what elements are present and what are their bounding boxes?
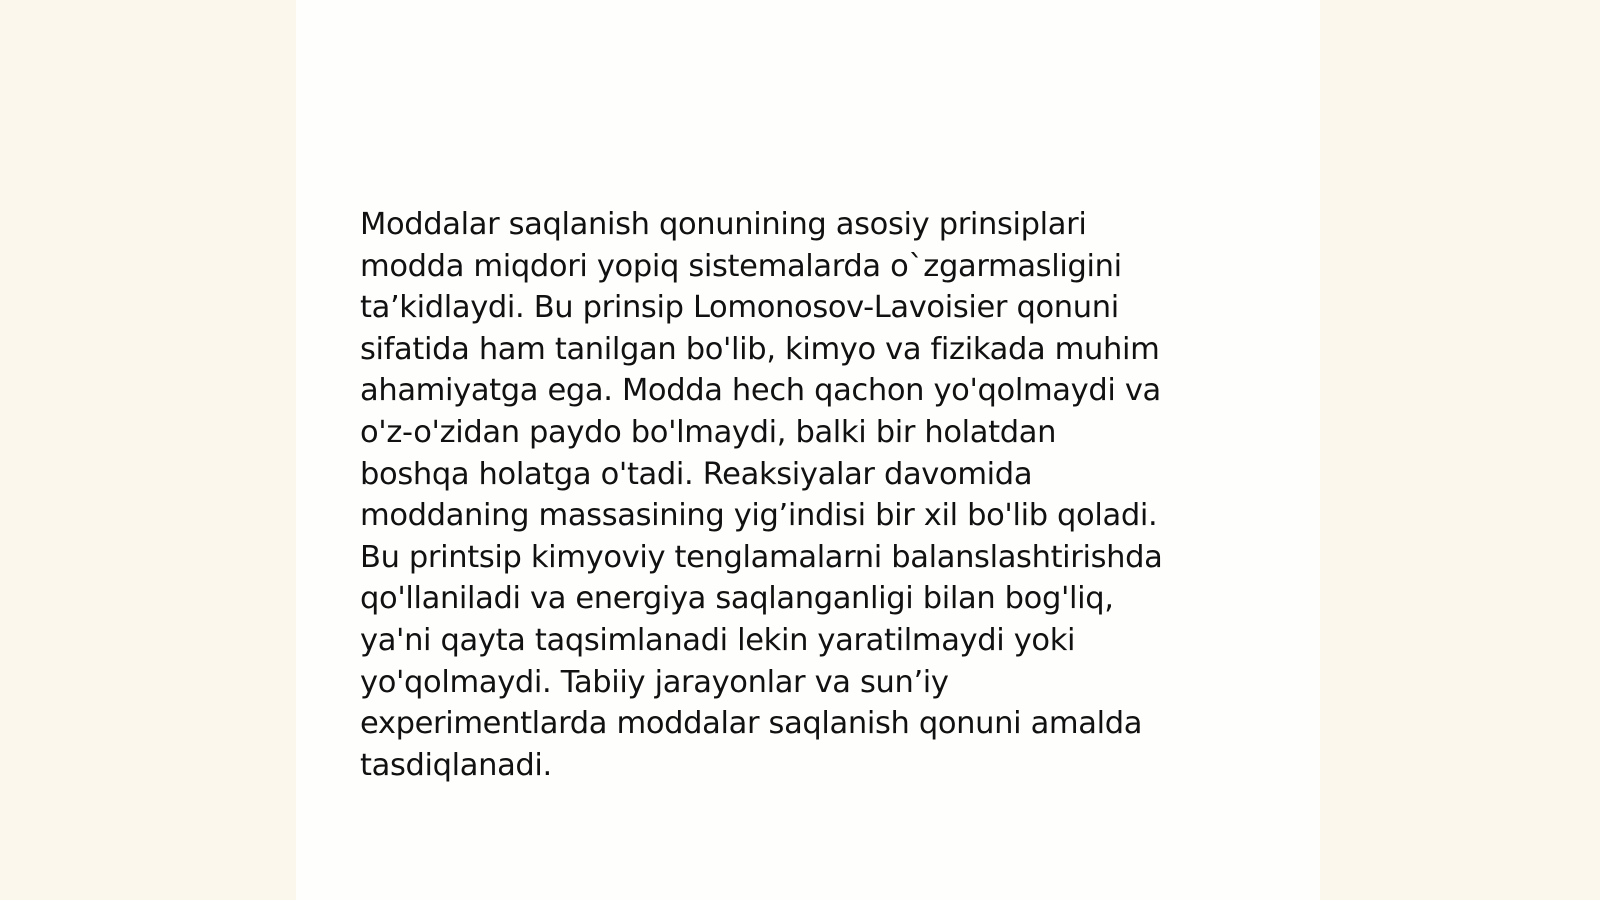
paragraph-line: ya'ni qayta taqsimlanadi lekin yaratilmaydi yoki [360,622,1076,658]
paragraph-line: yo'qolmaydi. Tabiiy jarayonlar va sun’iy [360,664,949,700]
slide-paragraph [360,204,1240,786]
paragraph-line: modda miqdori yopiq sistemalarda o`zgarmasligini [360,248,1122,284]
paragraph-line: qo'llaniladi va energiya saqlanganligi bilan bog'liq, [360,581,1114,617]
paragraph-line: Moddalar saqlanish qonunining asosiy prinsiplari [360,207,1087,242]
paragraph-line: ta’kidlaydi. Bu prinsip Lomonosov-Lavoisier qonuni [360,290,1119,326]
paragraph-line: sifatida ham tanilgan bo'lib, kimyo va fizikada muhim [360,331,1160,367]
paragraph-line: experimentlarda moddalar saqlanish qonuni amalda [360,706,1143,742]
paragraph-line: boshqa holatga o'tadi. Reaksiyalar davomida [360,456,1033,492]
paragraph-line: Bu printsip kimyoviy tenglamalarni balanslashtirishda [360,539,1163,575]
paragraph-line: tasdiqlanadi. [360,747,552,783]
paragraph-line: o'z-o'zidan paydo bo'lmaydi, balki bir holatdan [360,414,1057,450]
paragraph-line: moddaning massasining yig’indisi bir xil bo'lib qoladi. [360,498,1158,534]
paragraph-line: ahamiyatga ega. Modda hech qachon yo'qolmaydi va [360,373,1161,409]
